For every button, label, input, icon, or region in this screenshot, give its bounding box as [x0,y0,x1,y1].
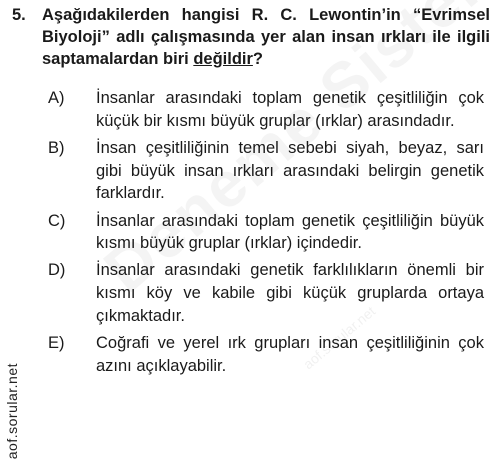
option-letter: A) [48,89,65,107]
option-b[interactable] [48,137,490,205]
option-e[interactable] [48,332,490,378]
watermark-url: aof.sorular.net [300,302,379,373]
question-stem [12,4,490,70]
question-text [42,4,490,70]
option-text: İnsanlar arasındaki toplam genetik çeşitliliğin büyük kısmı büyük gruplar (ırklar) içindedir. [96,211,484,253]
option-letter: D) [48,261,66,280]
option-text: Coğrafi ve yerel ırk grupları insan çeşitliliğinin çok azını açıklayabilir. [96,334,484,375]
question-number: 5. [12,6,26,24]
option-text: İnsan çeşitliliğinin temel sebebi siyah, beyaz, sarı gibi büyük insan ırkları arasındaki belirgin genetik farklardır. [96,138,484,203]
question-mark: ? [252,50,263,68]
option-text: İnsanlar arasındaki toplam genetik çeşitliliğin çok küçük bir kısmı büyük gruplar (ırklar) arasındadır. [96,89,484,130]
question-negative-word: değildir [193,50,253,68]
option-text: İnsanlar arasındaki genetik farklılıkların önemli bir kısmı köy ve kabile gibi küçük gruplarda ortaya çıkmaktadır. [96,261,484,326]
option-letter: E) [48,334,65,353]
option-d[interactable] [48,259,490,327]
option-c[interactable] [48,210,490,256]
option-letter: C) [48,211,66,230]
option-letter: B) [48,138,65,157]
question-text-main: Aşağıdakilerden hangisi R. C. Lewontin’in “Evrimsel Biyoloji” adlı çalışmasında yer alan insan ırkları ile ilgili saptamalardan biri [42,6,490,68]
question-block [12,4,490,382]
side-brand: aof.sorular.net [4,362,20,459]
answer-options [12,87,490,378]
option-a[interactable] [48,87,490,133]
